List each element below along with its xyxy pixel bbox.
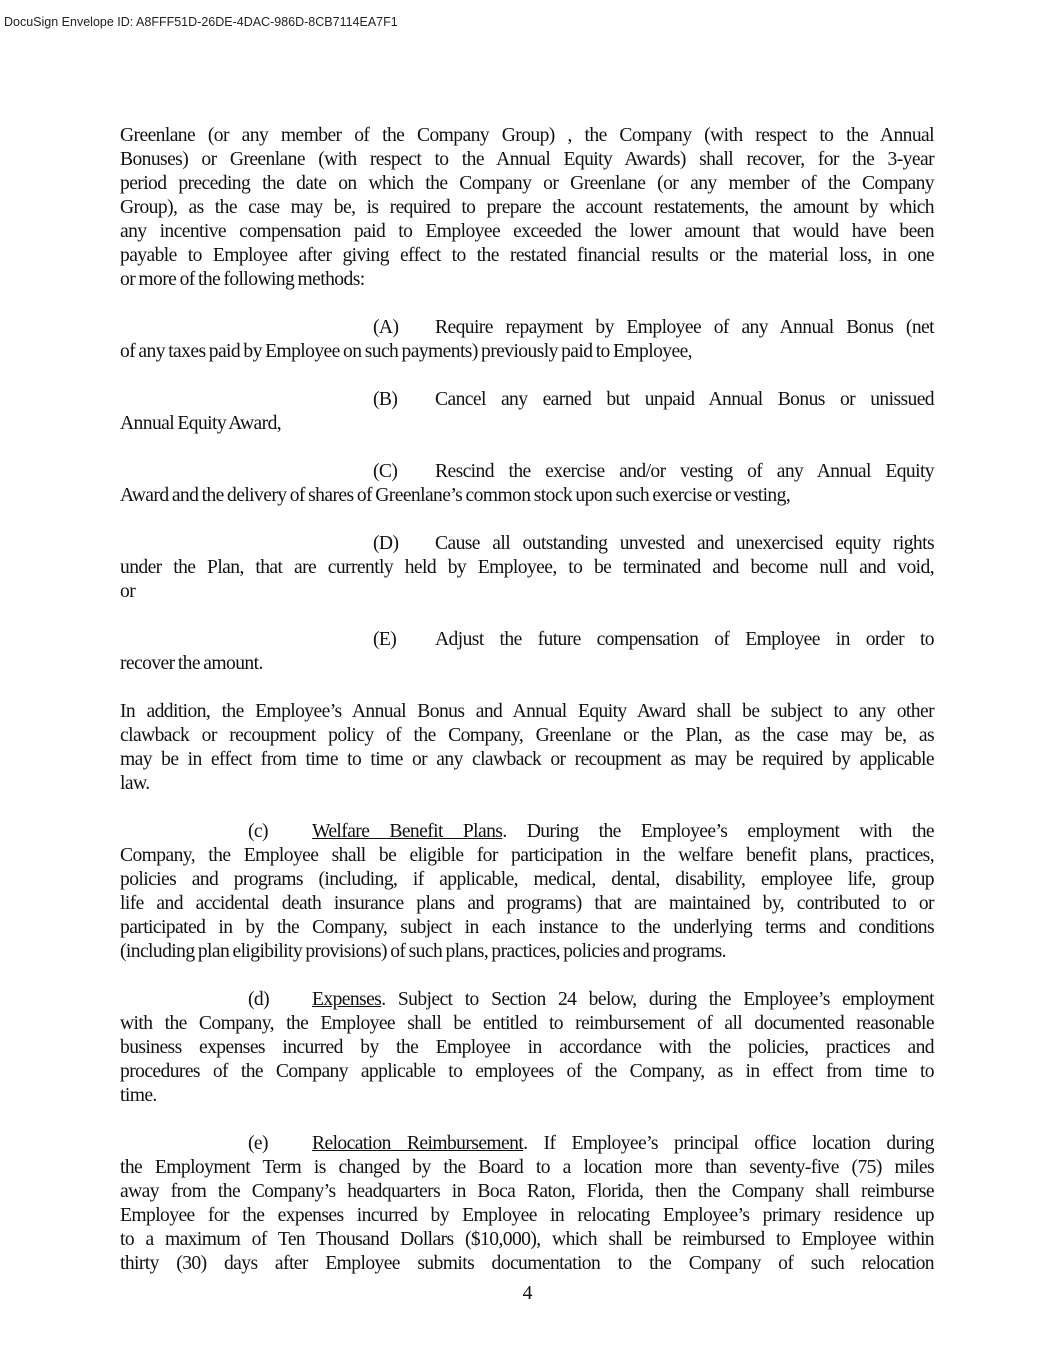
method-b [120, 388, 934, 436]
section-expenses [120, 988, 934, 1108]
text-line: the Employment Term is changed by the Board to a location more than seventy-five (75) miles [120, 1157, 934, 1178]
text-line: or [120, 581, 136, 602]
text-line: participated in by the Company, subject in each instance to the underlying terms and conditions [120, 917, 934, 938]
method-c [120, 460, 934, 508]
text-line: In addition, the Employee’s Annual Bonus and Annual Equity Award shall be subject to any other [120, 701, 934, 722]
text-line: Award and the delivery of shares of Greenlane’s common stock upon such exercise or vesting, [120, 485, 791, 506]
section-label: (e) [248, 1133, 268, 1154]
text-line: under the Plan, that are currently held by Employee, to be terminated and become null and void, [120, 557, 934, 578]
text-line: policies and programs (including, if applicable, medical, dental, disability, employee life, group [120, 869, 934, 890]
text-line: (c) Welfare Benefit Plans. During the Employee’s employment with the [248, 821, 934, 842]
section-heading: Relocation Reimbursement [312, 1133, 524, 1154]
text-line: payable to Employee after giving effect to the restated financial results or the material loss, in one [120, 245, 934, 266]
text-line: (E) Adjust the future compensation of Employee in order to [373, 629, 934, 650]
method-a [120, 316, 934, 364]
text-line: may be in effect from time to time or any clawback or recoupment as may be required by applicable [120, 749, 934, 770]
text-line: period preceding the date on which the Company or Greenlane (or any member of the Company [120, 173, 934, 194]
item-label: (E) [373, 629, 397, 650]
text-line: (e) Relocation Reimbursement. If Employee’s principal office location during [248, 1133, 934, 1154]
text-line: clawback or recoupment policy of the Company, Greenlane or the Plan, as the case may be, as [120, 725, 934, 746]
text-line: Group), as the case may be, is required to prepare the account restatements, the amount by which [120, 197, 934, 218]
section-heading: Expenses [312, 989, 382, 1010]
text-line: to a maximum of Ten Thousand Dollars ($10,000), which shall be reimbursed to Employee within [120, 1229, 934, 1250]
intro-paragraph [120, 124, 934, 292]
item-label: (C) [373, 461, 398, 482]
text-line: (including plan eligibility provisions) of such plans, practices, policies and programs. [120, 941, 726, 962]
text-line: Greenlane (or any member of the Company Group) , the Company (with respect to the Annual [120, 125, 934, 146]
item-label: (A) [373, 317, 399, 338]
text-line: of any taxes paid by Employee on such payments) previously paid to Employee, [120, 341, 692, 362]
section-heading: Welfare Benefit Plans [312, 821, 503, 842]
text-line: life and accidental death insurance plans and programs) that are maintained by, contributed to or [120, 893, 934, 914]
addition-paragraph [120, 700, 934, 796]
page-number: 4 [522, 1282, 533, 1304]
text-line: time. [120, 1085, 157, 1106]
docusign-envelope-id: DocuSign Envelope ID: A8FFF51D-26DE-4DAC-986D-8CB7114EA7F1 [4, 15, 398, 29]
text-line: any incentive compensation paid to Employee exceeded the lower amount that would have been [120, 221, 934, 242]
text-line: (C) Rescind the exercise and/or vesting of any Annual Equity [373, 461, 934, 482]
method-e [120, 628, 934, 676]
item-label: (B) [373, 389, 398, 410]
text-line: away from the Company’s headquarters in Boca Raton, Florida, then the Company shall reimburse [120, 1181, 934, 1202]
item-label: (D) [373, 533, 399, 554]
text-line: or more of the following methods: [120, 269, 365, 290]
text-line: procedures of the Company applicable to employees of the Company, as in effect from time to [120, 1061, 934, 1082]
text-line: Employee for the expenses incurred by Employee in relocating Employee’s primary residence up [120, 1205, 934, 1226]
text-line: Company, the Employee shall be eligible for participation in the welfare benefit plans, practices, [120, 845, 934, 866]
text-line: recover the amount. [120, 653, 263, 674]
text-line: (d) Expenses. Subject to Section 24 below, during the Employee’s employment [248, 989, 934, 1010]
section-label: (d) [248, 989, 270, 1010]
text-line: thirty (30) days after Employee submits documentation to the Company of such relocation [120, 1253, 934, 1274]
text-line: Bonuses) or Greenlane (with respect to the Annual Equity Awards) shall recover, for the 3-year [120, 149, 934, 170]
section-relocation-reimbursement [120, 1132, 934, 1276]
document-body [120, 124, 934, 1276]
text-line: (A) Require repayment by Employee of any Annual Bonus (net [373, 317, 934, 338]
text-line: business expenses incurred by the Employee in accordance with the policies, practices and [120, 1037, 934, 1058]
text-line: (B) Cancel any earned but unpaid Annual Bonus or unissued [373, 389, 934, 410]
text-line: with the Company, the Employee shall be entitled to reimbursement of all documented reasonable [120, 1013, 934, 1034]
text-line: law. [120, 773, 150, 794]
method-d [120, 532, 934, 604]
section-welfare-benefit-plans [120, 820, 934, 964]
text-line: Annual Equity Award, [120, 413, 282, 434]
text-line: (D) Cause all outstanding unvested and unexercised equity rights [373, 533, 934, 554]
section-label: (c) [248, 821, 268, 842]
